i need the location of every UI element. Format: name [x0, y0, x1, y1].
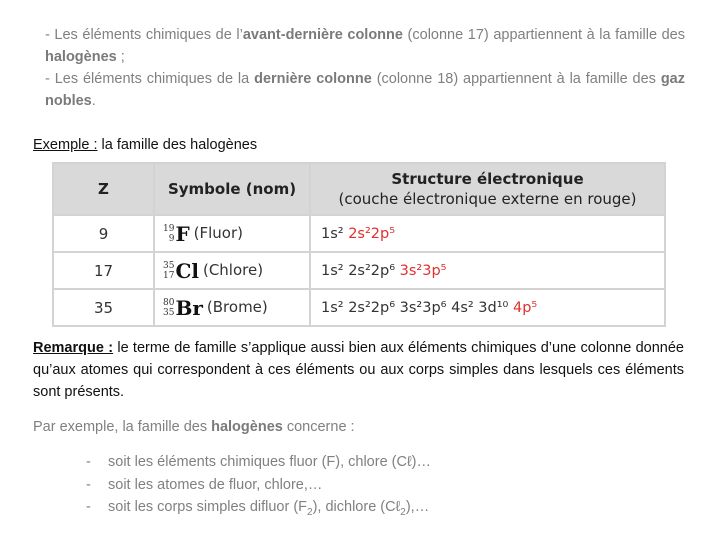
header-symbol: Symbole (nom)	[154, 163, 310, 215]
atomic-number: 9	[168, 233, 175, 244]
config-inner: 1s²	[321, 225, 349, 242]
element-name: (Brome)	[206, 298, 268, 316]
intro-line1-bold2: halogènes	[45, 49, 117, 65]
cell-symbol	[154, 252, 310, 289]
cell-z: 17	[53, 252, 154, 289]
header-z: Z	[53, 163, 154, 215]
example2-text2: concerne :	[282, 419, 355, 435]
element-symbol: Br	[175, 295, 203, 320]
bullet3-text: soit les corps simples difluor (F	[108, 499, 308, 515]
cell-structure	[310, 289, 665, 326]
intro-line2-text: - Les éléments chimiques de la	[45, 71, 255, 87]
config-outer: 3s²3p⁵	[399, 262, 447, 279]
intro-paragraph	[45, 24, 685, 112]
element-name: (Fluor)	[193, 224, 244, 242]
bullet3-sub2: 2	[400, 506, 406, 518]
intro-line2-bold: dernière colonne	[254, 71, 372, 87]
header-structure	[310, 163, 665, 215]
list-item: - soit les atomes de fluor, chlore,…	[86, 474, 431, 497]
config-outer: 2s²2p⁵	[348, 225, 396, 242]
mass-number: 19	[163, 223, 175, 234]
mass-number: 35	[163, 260, 175, 271]
table-row	[53, 215, 665, 252]
example-heading	[33, 134, 257, 156]
cell-z: 35	[53, 289, 154, 326]
halogen-table	[52, 162, 666, 327]
cell-structure	[310, 215, 665, 252]
table-row	[53, 289, 665, 326]
nuclide-notation	[163, 259, 199, 283]
remark-paragraph	[33, 337, 684, 403]
header-structure-title: Structure électronique	[391, 170, 584, 188]
nuclide-notation	[163, 296, 203, 320]
cell-symbol	[154, 289, 310, 326]
list-item	[86, 496, 431, 524]
bullet3-sub1: 2	[307, 506, 313, 518]
config-inner: 1s² 2s²2p⁶ 3s²3p⁶ 4s² 3d¹⁰	[321, 299, 513, 316]
example2-bold: halogènes	[211, 419, 283, 435]
bullet3-end: ),…	[405, 499, 430, 515]
example-label: Exemple :	[33, 137, 98, 153]
intro-line1-end: ;	[116, 49, 125, 65]
atomic-number: 35	[163, 307, 175, 318]
cell-symbol	[154, 215, 310, 252]
table-header-row	[53, 163, 665, 215]
nuclide-notation	[163, 222, 190, 246]
example2-text: Par exemple, la famille des	[33, 419, 212, 435]
list-item: - soit les éléments chimiques fluor (F), chlore (Cℓ)…	[86, 451, 431, 474]
intro-line1-text2: (colonne 17) appartiennent à la famille des	[402, 27, 685, 43]
intro-line2-end: .	[91, 93, 96, 109]
element-name: (Chlore)	[202, 261, 264, 279]
header-structure-sub: (couche électronique externe en rouge)	[338, 190, 637, 208]
example-text: la famille des halogènes	[97, 137, 258, 153]
cell-structure	[310, 252, 665, 289]
element-symbol: F	[175, 221, 190, 246]
remark-label: Remarque :	[33, 340, 114, 356]
example2-paragraph	[33, 416, 355, 438]
element-symbol: Cl	[175, 258, 199, 283]
table-row	[53, 252, 665, 289]
intro-line2-text2: (colonne 18) appartiennent à la famille des	[371, 71, 661, 87]
intro-line1-text: - Les éléments chimiques de l’	[45, 27, 243, 43]
bullet3-mid: ), dichlore (Cℓ	[312, 499, 401, 515]
intro-line1-bold: avant-dernière colonne	[242, 27, 403, 43]
mass-number: 80	[163, 297, 175, 308]
intro-line2-bold2: gaz nobles	[45, 71, 685, 109]
cell-z: 9	[53, 215, 154, 252]
remark-text: le terme de famille s’applique aussi bien aux éléments chimiques d’une colonne donnée qu’aux atomes qui correspondent à ces éléments ou aux corps simples dans lesquels ces éléments sont présents.	[33, 340, 684, 400]
example-bullet-list	[86, 451, 431, 524]
config-inner: 1s² 2s²2p⁶	[321, 262, 400, 279]
atomic-number: 17	[163, 270, 175, 281]
config-outer: 4p⁵	[512, 299, 538, 316]
